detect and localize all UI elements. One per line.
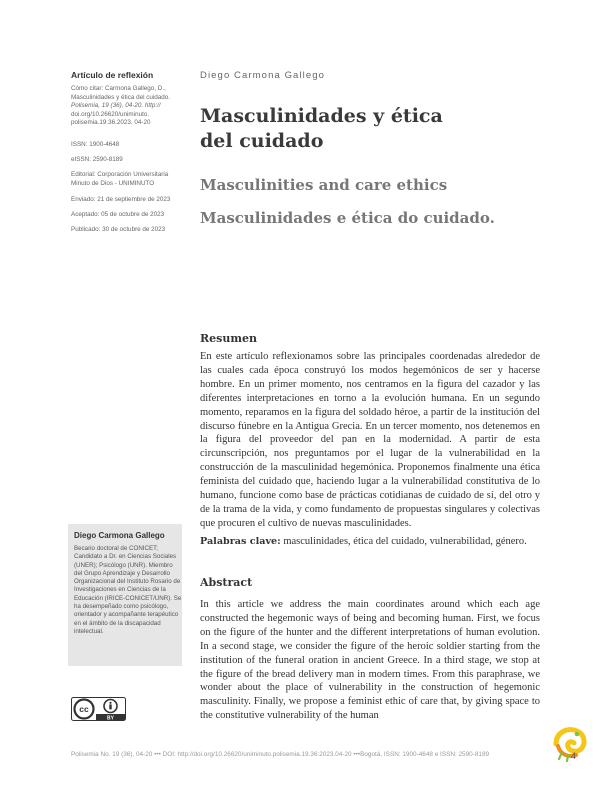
date-sent: Enviado: 21 de septiembre de 2023	[71, 196, 171, 203]
date-accepted: Aceptado: 05 de octubre de 2023	[71, 211, 165, 218]
author-bio: Becario doctoral de CONICET; Candidato a Dr. en Ciencias Sociales (UNER); Psicólogo (UNR). Miembro del Grupo Aprendizaje y Desarrollo Organizacional del Instituto Rosario de Investigaciones en Ciencias de la Educación (IRICE-CONICET/UNR). Se ha desempeñado como psicólogo, orientador y acompañante terapéutico en el ámbito de la discapacidad intelectual.	[74, 545, 182, 635]
resumen-text: En este artículo reflexionamos sobre las principales coordenadas alrededor de las cuales cada época construyó los modos hegemónicos de ser y hacerse hombre. En un primer momento, nos centramos en la figura del cazador y las diferentes interpretaciones en torno a la evolución humana. En un segundo momento, reparamos en la figura del soldado héroe, a partir de la institución del discurso fúnebre en la Antigua Grecia. En un tercer momento, nos detenemos en la figura del proveedor del pan en la modernidad. A partir de esta circunscripción, nos preguntamos por el lugar de la vulnerabilidad en la construcción de la masculinidad hegemónica. Proponemos finalmente una ética feminista del cuidado que, haciendo lugar a la vulnerabilidad constitutiva de lo humano, funcione como base de prácticas cotidianas de cuidado de sí, del otro y de la trama de la vida, y como fundamento de propuestas singulares y colectivas que procuren el cultivo de nuevas masculinidades.	[200, 351, 540, 529]
title-english: Masculinities and care ethics	[200, 176, 448, 194]
page-number: 4	[571, 751, 577, 761]
author-box-name: Diego Carmona Gallego	[74, 531, 165, 540]
abstract-heading: Abstract	[200, 576, 253, 589]
resumen-heading: Resumen	[200, 332, 257, 345]
keywords-label: Palabras clave:	[200, 536, 281, 547]
citation: Cómo citar: Carmona Gallego, D., Masculinidades y ética del cuidado. Polisemia, 19 (36), 04-20. http:// doi.org/10.26620/uniminuto. polisemia.19.36.2023. 04-20	[71, 85, 171, 127]
issn: ISSN: 1900-4648	[71, 141, 120, 148]
editorial: Editorial: Corporación Universitaria Minuto de Dios - UNIMINUTO	[71, 171, 169, 187]
title-portuguese: Masculinidades e ética do cuidado.	[200, 209, 495, 227]
abstract-text: In this article we address the main coordinates around which each age constructed the hegemonic ways of being and becoming human. First, we focus on the figure of the hunter and the different interpretations of human evolution. In a second stage, we consider the figure of the heroic soldier starting from the institution of the funeral oration in ancient Greece. In a third stage, we stop at the figure of the bread delivery man in modern times. From this paraphrase, we wonder about the place of vulnerability in the construction of hegemonic masculinity. Finally, we propose a feminist ethic of care that, by giving space to the constitutive vulnerability of the human	[200, 599, 540, 722]
footer-citation: Polisemia No. 19 (36), 04-20 ••• DOI: http://doi.org/10.26620/uniminuto.polisemia.19.36:2023.04-20 •••Bogotá, ISSN: 1900-4648 e ISSN: 2590-8189	[71, 751, 490, 758]
cc-license-icon[interactable]	[71, 697, 126, 721]
keywords	[200, 535, 540, 549]
eissn: eISSN: 2590-8189	[71, 156, 123, 163]
cc-text: cc	[79, 704, 89, 714]
title-spanish: Masculinidades y ética del cuidado	[200, 105, 443, 152]
header-author: Diego Carmona Gallego	[200, 70, 326, 81]
keywords-value: masculinidades, ética del cuidado, vulnerabilidad, género.	[283, 536, 527, 547]
article-type: Artículo de reflexión	[71, 70, 154, 80]
date-published: Publicado: 30 de octubre de 2023	[71, 226, 166, 233]
chameleon-logo-icon	[550, 722, 590, 762]
by-text: BY	[107, 715, 114, 721]
